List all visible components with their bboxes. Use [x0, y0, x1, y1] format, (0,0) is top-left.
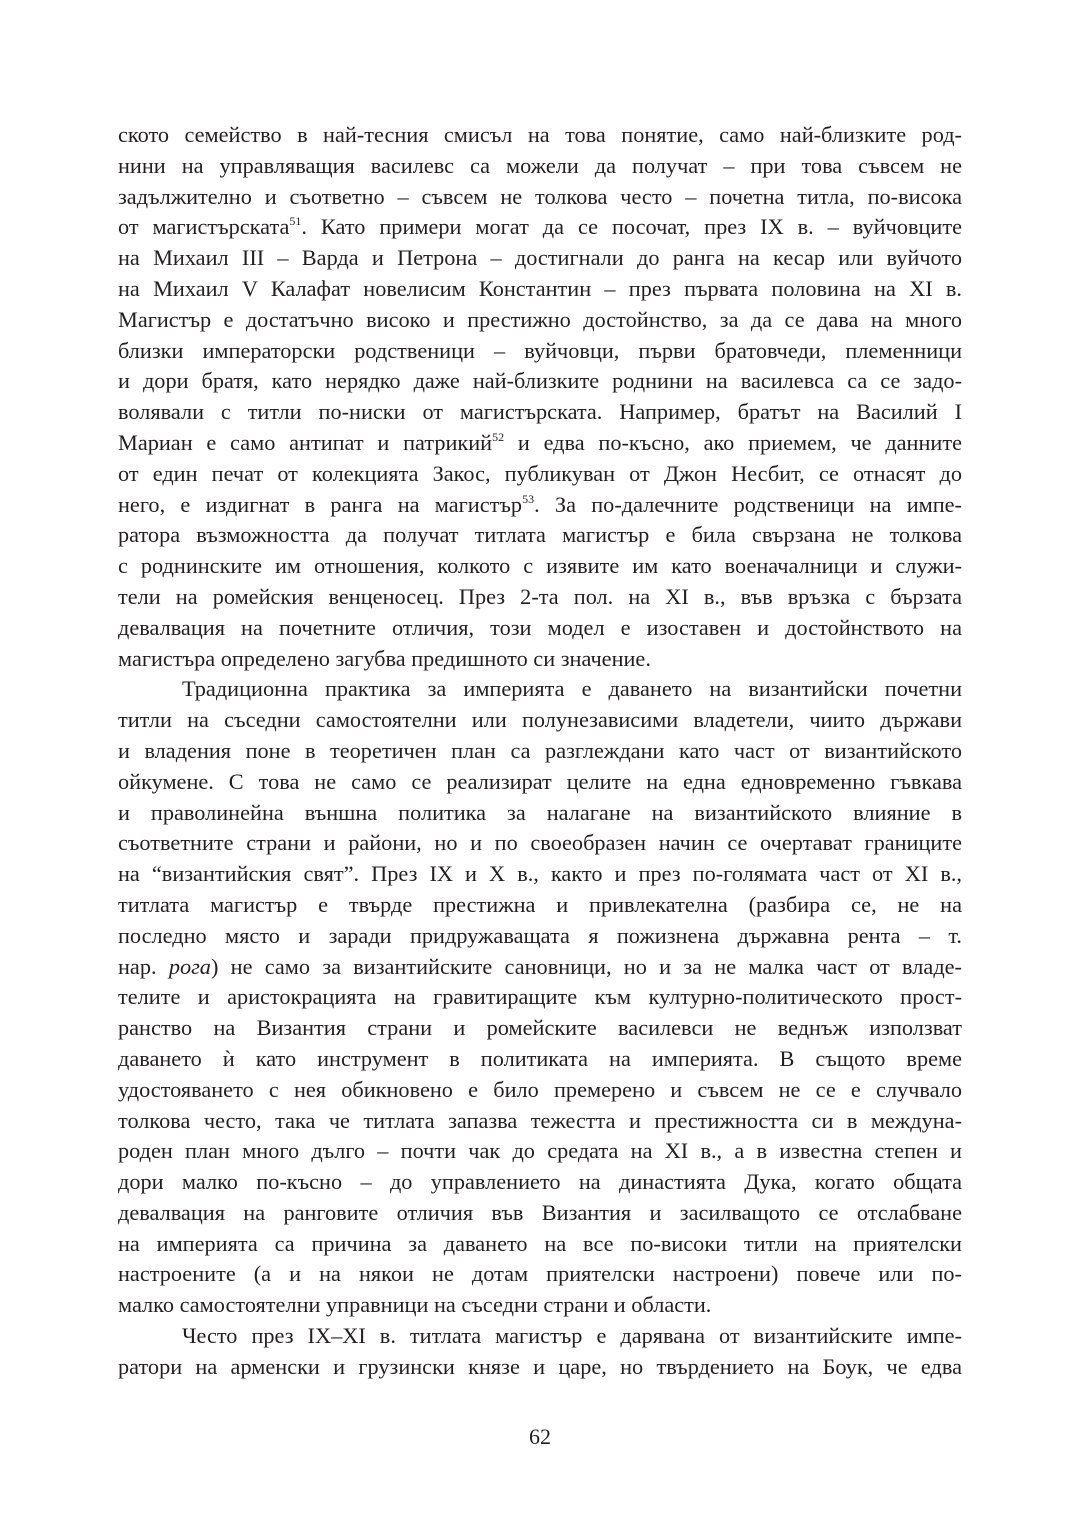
text-line	[118, 1075, 962, 1106]
text-line	[118, 1198, 962, 1229]
text-run: телите и аристокрацията на гравитиращите към културно-политическото прост-	[118, 984, 962, 1010]
paragraph-first-line	[118, 1321, 962, 1352]
text-run: от магистърската	[118, 214, 290, 240]
text-run: на Михаил V Калафат новелисим Константин – през първата половина на XI в.	[118, 275, 962, 301]
text-run: тели на ромейския венценосец. През 2-та пол. на XI в., във връзка с бързата	[118, 583, 962, 609]
text-run: на Михаил III – Варда и Петрона – достигнали до ранга на кесар или вуйчото	[118, 245, 962, 271]
text-line	[118, 428, 962, 459]
text-line	[118, 1106, 962, 1137]
text-run: Магистър е достатъчно високо и престижно достойнство, за да се дава на много	[118, 306, 962, 332]
text-run: ратори на арменски и грузински князе и царе, но твърдението на Боук, че едва	[118, 1353, 962, 1379]
text-run: ойкумене. С това не само се реализират целите на една едновременно гъвкава	[118, 768, 962, 794]
text-line	[118, 1352, 962, 1383]
body-text	[118, 120, 962, 1383]
text-line	[118, 305, 962, 336]
text-line	[118, 120, 962, 151]
footnote-marker: 53	[522, 491, 535, 506]
text-line	[118, 952, 962, 983]
footnote-marker: 52	[492, 429, 505, 444]
text-run: даването ѝ като инструмент в политиката на империята. В същото време	[118, 1045, 962, 1071]
page-number: 62	[529, 1424, 551, 1449]
footnote-marker: 51	[289, 214, 302, 229]
text-line	[118, 1167, 962, 1198]
text-line	[118, 736, 962, 767]
text-line	[118, 520, 962, 551]
text-run: . За по-далечните родственици на импе-	[534, 491, 962, 517]
text-line	[118, 1013, 962, 1044]
text-run: . Като примери могат да се посочат, през IX в. – вуйчовците	[301, 214, 963, 240]
text-run: девалвация на ранговите отличия във Византия и засилващото се отслабване	[118, 1199, 962, 1225]
text-run: титлата магистър е твърде престижна и привлекателна (разбира се, не на	[118, 891, 962, 917]
text-line	[118, 182, 962, 213]
text-line	[118, 613, 962, 644]
text-run: Често през IX–XI в. титлата магистър е дарявана от византийските импе-	[182, 1323, 962, 1349]
text-line	[118, 551, 962, 582]
text-line	[118, 798, 962, 829]
text-run: него, е издигнат в ранга на магистър	[118, 491, 523, 517]
text-run: нини на управляващия василевс са можели да получат – при това съвсем не	[118, 152, 962, 178]
text-line	[118, 921, 962, 952]
text-run: и едва по-късно, ако приемем, че данните	[504, 429, 962, 455]
text-run: и владения поне в теоретичен план са разглеждани като част от византийското	[118, 737, 962, 763]
text-line	[118, 1290, 962, 1321]
text-line	[118, 151, 962, 182]
text-line	[118, 859, 962, 890]
text-line	[118, 1136, 962, 1167]
text-line	[118, 1259, 962, 1290]
text-run: близки императорски родственици – вуйчовци, първи братовчеди, племенници	[118, 337, 962, 363]
text-run: и праволинейна външна политика за налагане на византийското влияние в	[118, 799, 962, 825]
italic-text: рога	[168, 953, 211, 979]
text-line	[118, 243, 962, 274]
text-run: и дори братя, като нерядко даже най-близките роднини на василевса са се задо-	[118, 368, 962, 394]
text-line	[118, 1044, 962, 1075]
text-run: на “византийския свят”. През IX и X в., както и през по-голямата част от XI в.,	[118, 861, 962, 887]
text-run: Традиционна практика за империята е даването на византийски почетни	[182, 676, 962, 702]
text-line	[118, 212, 962, 243]
paragraph-first-line	[118, 674, 962, 705]
text-line	[118, 1229, 962, 1260]
text-line	[118, 890, 962, 921]
text-run: от един печат от колекцията Закос, публикуван от Джон Несбит, се отнасят до	[118, 460, 962, 486]
text-line	[118, 490, 962, 521]
text-line	[118, 582, 962, 613]
text-run: ) не само за византийските сановници, но и за не малка част от владе-	[210, 953, 962, 979]
text-run: роден план много дълго – почти чак до средата на XI в., а в известна степен и	[118, 1138, 962, 1164]
text-run: с роднинските им отношения, колкото с изявите им като военачалници и служи-	[118, 553, 962, 579]
text-run: титли на съседни самостоятелни или полунезависими владетели, чиито държави	[118, 707, 962, 733]
text-run: магистъра определено загубва предишното си значение.	[118, 645, 651, 671]
text-line	[118, 336, 962, 367]
text-line	[118, 828, 962, 859]
text-run: малко самостоятелни управници на съседни страни и области.	[118, 1292, 712, 1318]
text-run: удостояването с нея обикновено е било премерено и съвсем не се е случвало	[118, 1076, 962, 1102]
text-run: Мариан е само антипат и патрикий	[118, 429, 493, 455]
text-line	[118, 982, 962, 1013]
text-line	[118, 397, 962, 428]
text-run: задължително и съответно – съвсем не толкова често – почетна титла, по-висока	[118, 183, 962, 209]
text-run: ранство на Византия страни и ромейските василевси не веднъж използват	[118, 1015, 962, 1041]
text-run: настроените (а и на някои не дотам приятелски настроени) повече или по-	[118, 1261, 962, 1287]
text-line	[118, 705, 962, 736]
text-run: съответните страни и райони, но и по своеобразен начин се очертават границите	[118, 830, 962, 856]
text-run: нар.	[118, 953, 169, 979]
text-run: ското семейство в най-тесния смисъл на това понятие, само най-близките род-	[118, 122, 962, 147]
text-line	[118, 767, 962, 798]
text-run: дори малко по-късно – до управлението на династията Дука, когато общата	[118, 1169, 962, 1195]
text-line	[118, 459, 962, 490]
text-run: ратора възможността да получат титлата магистър е била свързана не толкова	[118, 522, 962, 548]
text-run: волявали с титли по-ниски от магистърската. Например, братът на Василий I	[118, 399, 962, 425]
text-line	[118, 644, 962, 675]
text-line	[118, 274, 962, 305]
text-run: на империята са причина за даването на все по-високи титли на приятелски	[118, 1230, 962, 1256]
text-run: последно място и заради придружаващата я пожизнена държавна рента – т.	[118, 922, 962, 948]
text-run: толкова често, така че титлата запазва тежестта и престижността си в междуна-	[118, 1107, 962, 1133]
text-line	[118, 366, 962, 397]
text-run: девалвация на почетните отличия, този модел е изоставен и достойнството на	[118, 614, 962, 640]
